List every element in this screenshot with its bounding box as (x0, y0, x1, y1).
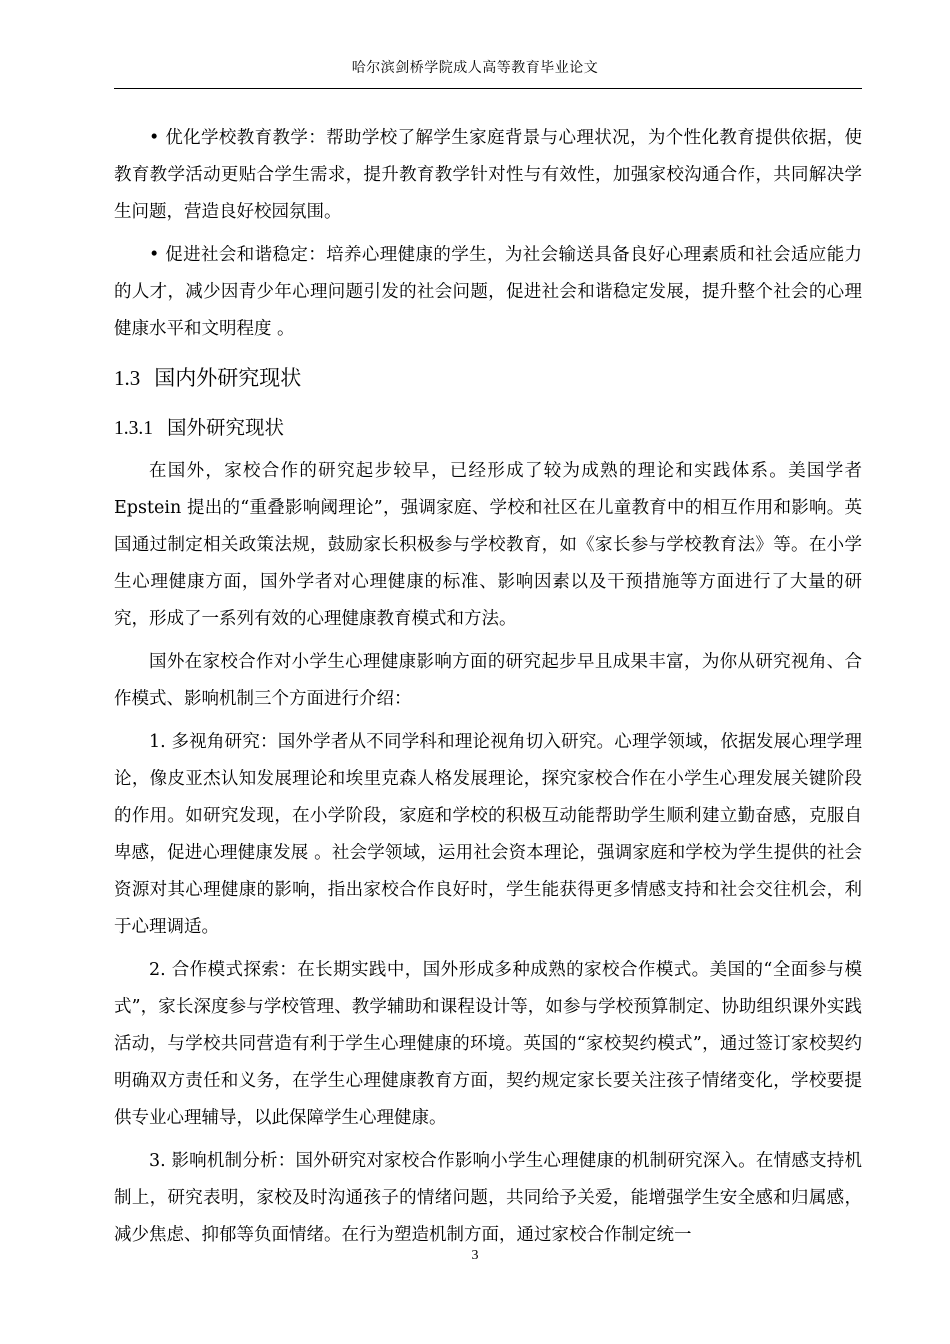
section-number: 1.3 (114, 366, 141, 390)
page-header: 哈尔滨剑桥学院成人高等教育毕业论文 (351, 60, 599, 76)
subsection-number: 1.3.1 (114, 418, 153, 439)
page-number: 3 (471, 1248, 479, 1263)
subsection-title: 国外研究现状 (167, 416, 285, 439)
numbered-paragraph: 2. 合作模式探索：在长期实践中，国外形成多种成熟的家校合作模式。美国的“全面参与模式”，家长深度参与学校管理、教学辅助和课程设计等，如参与学校预算制定、协助组织课外实践活动，与学校共同营造有利于学生心理健康的环境。英国的“家校契约模式”，通过签订家校契约明确双方责任和义务，在学生心理健康教育方面，契约规定家长要关注孩子情绪变化，学校要提供专业心理辅导，以此保障学生心理健康。 (114, 960, 862, 1128)
section-title: 国内外研究现状 (154, 366, 302, 390)
document-body (114, 120, 862, 1260)
bullet-paragraph: • 优化学校教育教学：帮助学校了解学生家庭背景与心理状况，为个性化教育提供依据，使教育教学活动更贴合学生需求，提升教育教学针对性与有效性，加强家校沟通合作，共同解决学生问题，营造良好校园氛围。 (114, 128, 862, 222)
body-paragraph: 在国外，家校合作的研究起步较早，已经形成了较为成熟的理论和实践体系。美国学者 Epstein 提出的“重叠影响阈理论”，强调家庭、学校和社区在儿童教育中的相互作用和影响。英国通过制定相关政策法规，鼓励家长积极参与学校教育，如《家长参与学校教育法》等。在小学生心理健康方面，国外学者对心理健康的标准、影响因素以及干预措施等方面进行了大量的研究，形成了一系列有效的心理健康教育模式和方法。 (114, 461, 862, 629)
subsection-heading (114, 408, 862, 449)
section-heading (114, 358, 862, 398)
bullet-paragraph: • 促进社会和谐稳定：培养心理健康的学生，为社会输送具备良好心理素质和社会适应能力的人才，减少因青少年心理问题引发的社会问题，促进社会和谐稳定发展，提升整个社会的心理健康水平和文明程度 。 (114, 245, 862, 339)
numbered-paragraph: 3. 影响机制分析：国外研究对家校合作影响小学生心理健康的机制研究深入。在情感支持机制上，研究表明，家校及时沟通孩子的情绪问题，共同给予关爱，能增强学生安全感和归属感，减少焦虑、抑郁等负面情绪。在行为塑造机制方面，通过家校合作制定统一 (114, 1151, 862, 1245)
numbered-paragraph: 1. 多视角研究：国外学者从不同学科和理论视角切入研究。心理学领域，依据发展心理学理论，像皮亚杰认知发展理论和埃里克森人格发展理论，探究家校合作在小学生心理发展关键阶段的作用。如研究发现，在小学阶段，家庭和学校的积极互动能帮助学生顺利建立勤奋感，克服自卑感，促进心理健康发展 。社会学领域，运用社会资本理论，强调家庭和学校为学生提供的社会资源对其心理健康的影响，指出家校合作良好时，学生能获得更多情感支持和社会交往机会，利于心理调适。 (114, 732, 862, 937)
body-paragraph: 国外在家校合作对小学生心理健康影响方面的研究起步早且成果丰富，为你从研究视角、合作模式、影响机制三个方面进行介绍： (114, 652, 862, 709)
header-divider (114, 88, 862, 89)
